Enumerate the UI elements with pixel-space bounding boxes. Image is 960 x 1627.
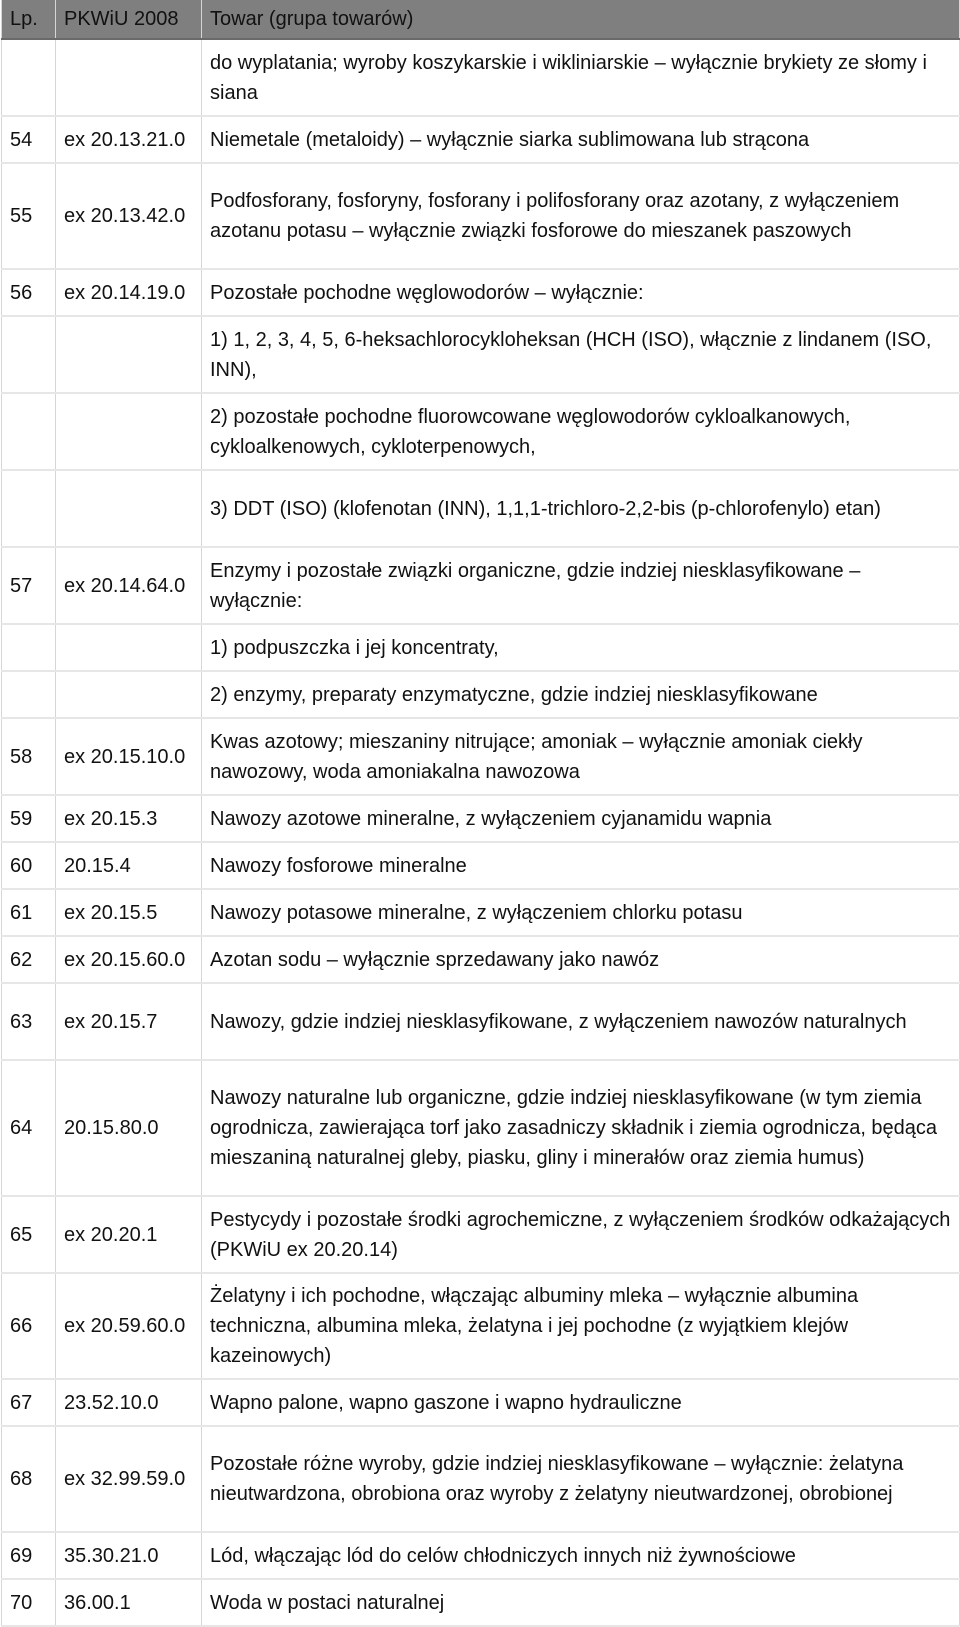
cell-code: ex 20.20.1 [56,1196,202,1273]
table-row [2,1196,960,1273]
cell-lp: 63 [2,983,56,1060]
cell-lp [2,624,56,671]
table-row [2,671,960,718]
cell-desc: Nawozy fosforowe mineralne [202,842,960,889]
cell-lp: 70 [2,1579,56,1626]
table-row [2,116,960,163]
cell-desc: Lód, włączając lód do celów chłodniczych innych niż żywnościowe [202,1532,960,1579]
cell-lp: 62 [2,936,56,983]
cell-desc: Żelatyny i ich pochodne, włączając albuminy mleka – wyłącznie albumina techniczna, albumina mleka, żelatyna i jej pochodne (z wyjątkiem klejów kazeinowych) [202,1273,960,1379]
cell-lp: 60 [2,842,56,889]
cell-code: ex 20.15.7 [56,983,202,1060]
cell-code [56,393,202,470]
cell-lp: 54 [2,116,56,163]
cell-lp: 69 [2,1532,56,1579]
table-row [2,1426,960,1532]
cell-desc: 1) 1, 2, 3, 4, 5, 6-heksachlorocykloheksan (HCH (ISO), włącznie z lindanem (ISO, INN), [202,316,960,393]
table-body [2,39,960,1626]
cell-code: 36.00.1 [56,1579,202,1626]
cell-desc: Nawozy naturalne lub organiczne, gdzie indziej niesklasyfikowane (w tym ziemia ogrodnicza, zawierająca torf jako zasadniczy składnik i ziemia ogrodnicza, będąca mieszaniną naturalnej gleby, piasku, gliny i minerałów oraz ziemia humus) [202,1060,960,1196]
cell-desc: Pestycydy i pozostałe środki agrochemiczne, z wyłączeniem środków odkażających (PKWiU ex 20.20.14) [202,1196,960,1273]
cell-code: 20.15.80.0 [56,1060,202,1196]
cell-lp: 58 [2,718,56,795]
cell-code: ex 20.59.60.0 [56,1273,202,1379]
cell-lp: 67 [2,1379,56,1426]
document-page [1,0,959,1627]
table-row [2,393,960,470]
cell-lp: 65 [2,1196,56,1273]
cell-desc: Wapno palone, wapno gaszone i wapno hydrauliczne [202,1379,960,1426]
table-row [2,547,960,624]
cell-code: 20.15.4 [56,842,202,889]
cell-desc: Woda w postaci naturalnej [202,1579,960,1626]
cell-lp: 66 [2,1273,56,1379]
table-row [2,718,960,795]
cell-lp: 55 [2,163,56,269]
table-row [2,1379,960,1426]
cell-lp [2,393,56,470]
table-row [2,163,960,269]
cell-code [56,671,202,718]
cell-lp [2,316,56,393]
table-row [2,936,960,983]
header-row [2,0,960,39]
table-row [2,470,960,547]
cell-code: ex 20.14.19.0 [56,269,202,316]
cell-lp: 56 [2,269,56,316]
cell-code: 23.52.10.0 [56,1379,202,1426]
cell-desc: Kwas azotowy; mieszaniny nitrujące; amoniak – wyłącznie amoniak ciekły nawozowy, woda amoniakalna nawozowa [202,718,960,795]
cell-code: ex 32.99.59.0 [56,1426,202,1532]
cell-code: ex 20.13.21.0 [56,116,202,163]
table-row [2,316,960,393]
table-row [2,39,960,116]
cell-desc: do wyplatania; wyroby koszykarskie i wikliniarskie – wyłącznie brykiety ze słomy i siana [202,39,960,116]
cell-code: ex 20.15.3 [56,795,202,842]
cell-lp: 59 [2,795,56,842]
cell-code: ex 20.15.10.0 [56,718,202,795]
table-row [2,269,960,316]
cell-code: ex 20.15.60.0 [56,936,202,983]
cell-desc: Enzymy i pozostałe związki organiczne, gdzie indziej niesklasyfikowane – wyłącznie: [202,547,960,624]
cell-lp: 68 [2,1426,56,1532]
table-row [2,1579,960,1626]
table-row [2,983,960,1060]
cell-lp: 57 [2,547,56,624]
header-pkwiu: PKWiU 2008 [56,0,202,39]
cell-desc: Podfosforany, fosforyny, fosforany i polifosforany oraz azotany, z wyłączeniem azotanu potasu – wyłącznie związki fosforowe do mieszanek paszowych [202,163,960,269]
table-row [2,1273,960,1379]
cell-desc: Pozostałe różne wyroby, gdzie indziej niesklasyfikowane – wyłącznie: żelatyna nieutwardzona, obrobiona oraz wyroby z żelatyny nieutwardzonej, obrobionej [202,1426,960,1532]
cell-code [56,316,202,393]
cell-lp [2,671,56,718]
cell-code [56,470,202,547]
cell-desc: Nawozy, gdzie indziej niesklasyfikowane, z wyłączeniem nawozów naturalnych [202,983,960,1060]
table-row [2,889,960,936]
header-goods: Towar (grupa towarów) [202,0,960,39]
cell-code: ex 20.15.5 [56,889,202,936]
table-header [2,0,960,39]
table-row [2,1060,960,1196]
cell-lp [2,470,56,547]
table-row [2,1532,960,1579]
cell-desc: Azotan sodu – wyłącznie sprzedawany jako nawóz [202,936,960,983]
cell-desc: Pozostałe pochodne węglowodorów – wyłącznie: [202,269,960,316]
cell-desc: Nawozy azotowe mineralne, z wyłączeniem cyjanamidu wapnia [202,795,960,842]
cell-desc: 2) pozostałe pochodne fluorowcowane węglowodorów cykloalkanowych, cykloalkenowych, cykloterpenowych, [202,393,960,470]
cell-desc: 2) enzymy, preparaty enzymatyczne, gdzie indziej niesklasyfikowane [202,671,960,718]
table-row [2,842,960,889]
table-row [2,624,960,671]
table-row [2,795,960,842]
cell-code: ex 20.13.42.0 [56,163,202,269]
cell-desc: 1) podpuszczka i jej koncentraty, [202,624,960,671]
cell-code [56,624,202,671]
cell-lp [2,39,56,116]
cell-code [56,39,202,116]
header-lp: Lp. [2,0,56,39]
cell-lp: 61 [2,889,56,936]
cell-lp: 64 [2,1060,56,1196]
cell-code: ex 20.14.64.0 [56,547,202,624]
cell-desc: 3) DDT (ISO) (klofenotan (INN), 1,1,1-trichloro-2,2-bis (p-chlorofenylo) etan) [202,470,960,547]
cell-desc: Nawozy potasowe mineralne, z wyłączeniem chlorku potasu [202,889,960,936]
cell-desc: Niemetale (metaloidy) – wyłącznie siarka sublimowana lub strącona [202,116,960,163]
goods-table [1,0,960,1627]
cell-code: 35.30.21.0 [56,1532,202,1579]
